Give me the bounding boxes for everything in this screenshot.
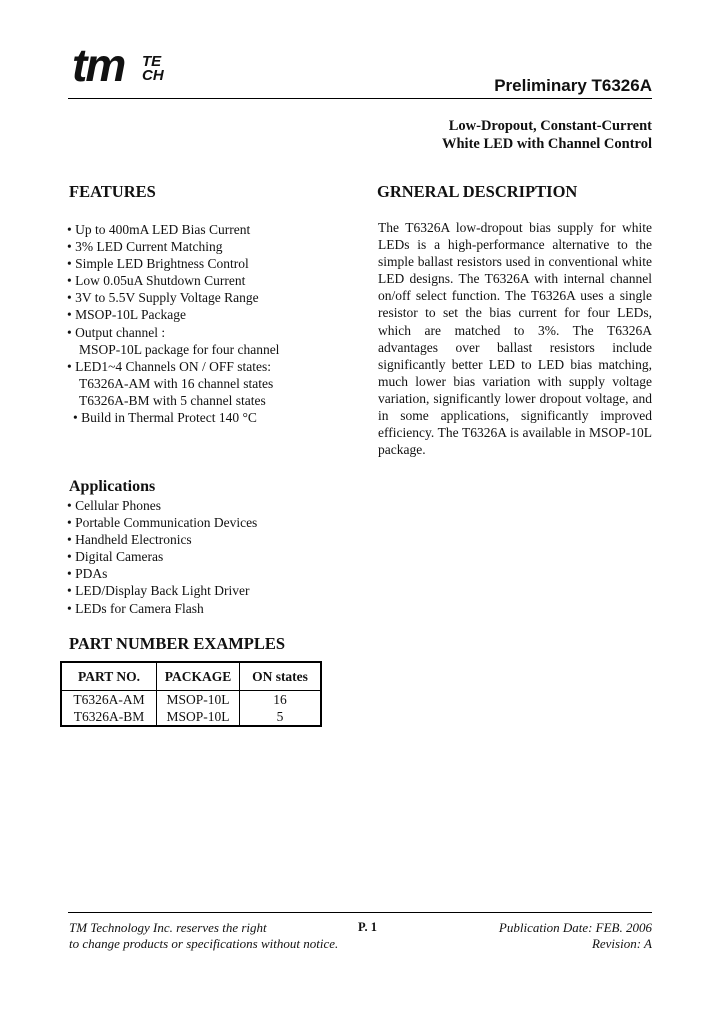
table-cell: MSOP-10L — [157, 691, 240, 709]
feature-item: • MSOP-10L Package — [67, 307, 186, 323]
feature-item: • Simple LED Brightness Control — [67, 256, 249, 272]
application-item: • Portable Communication Devices — [67, 515, 258, 531]
column-header: PACKAGE — [157, 662, 240, 691]
description-heading: GRNERAL DESCRIPTION — [377, 182, 578, 201]
feature-item: • Low 0.05uA Shutdown Current — [67, 273, 246, 289]
table-row — [61, 708, 321, 726]
header-divider — [68, 98, 652, 99]
part-number-heading: PART NUMBER EXAMPLES — [69, 634, 286, 653]
revision: Revision: A — [591, 936, 652, 951]
feature-item: • Up to 400mA LED Bias Current — [67, 222, 251, 237]
feature-item: • Output channel : — [67, 324, 166, 340]
logo-sup-text: TE — [142, 53, 162, 70]
footer-disclaimer — [69, 920, 338, 952]
document-title: Preliminary T6326A — [494, 76, 652, 95]
subtitle-line-1: Low-Dropout, Constant-Current — [448, 118, 652, 134]
footer-divider — [68, 912, 652, 913]
table-cell: 16 — [240, 691, 322, 709]
table-cell: T6326A-BM — [61, 708, 157, 726]
footer-publication — [499, 920, 652, 952]
features-list — [67, 221, 279, 426]
feature-item: • Build in Thermal Protect 140 °C — [73, 410, 257, 426]
application-item: • LEDs for Camera Flash — [67, 600, 204, 616]
applications-list — [67, 497, 257, 617]
application-item: • LED/Display Back Light Driver — [67, 583, 250, 599]
logo-sub-text: CH — [142, 67, 164, 84]
logo-main-text: tm — [72, 39, 125, 91]
disclaimer-line-1: TM Technology Inc. reserves the right — [69, 920, 267, 935]
application-item: • Digital Cameras — [67, 549, 164, 565]
description-paragraph: The T6326A low-dropout bias supply for white LEDs is a high-performance alternative to the simple ballast resistors used in conventional white LED designs. The T6326A with internal channel on/off select function. The T6326A uses a single resistor to set the bias current for four LEDs, which are matched to 3%. The T6326A advantages over ballast resistors include significantly better LED to LED bias matching, much lower bias variation with supply voltage variation, significantly lower dropout voltage, and in some applications, significantly improved efficiency. The T6326A is available in MSOP-10L package. — [378, 220, 652, 458]
page-number: P. 1 — [358, 920, 377, 934]
publication-date: Publication Date: FEB. 2006 — [498, 920, 652, 935]
features-heading: FEATURES — [69, 182, 156, 201]
column-header: PART NO. — [61, 662, 157, 691]
application-item: • Handheld Electronics — [67, 532, 192, 548]
part-number-table — [60, 661, 322, 727]
application-item: • PDAs — [67, 566, 108, 582]
table-cell: T6326A-AM — [61, 691, 157, 709]
application-item: • Cellular Phones — [67, 498, 161, 513]
subtitle-line-2: White LED with Channel Control — [441, 135, 652, 152]
feature-item: • 3% LED Current Matching — [67, 239, 223, 255]
feature-item: • LED1~4 Channels ON / OFF states: — [67, 358, 272, 374]
feature-subitem: T6326A-BM with 5 channel states — [79, 392, 266, 408]
feature-item: • 3V to 5.5V Supply Voltage Range — [67, 290, 259, 306]
company-logo — [72, 39, 192, 96]
table-cell: 5 — [240, 708, 322, 726]
document-subtitle — [442, 118, 652, 153]
table-cell: MSOP-10L — [157, 708, 240, 726]
disclaimer-line-2: to change products or specifications without notice. — [69, 936, 339, 951]
table-header-row — [61, 662, 321, 691]
table-row — [61, 691, 321, 709]
feature-subitem: T6326A-AM with 16 channel states — [79, 375, 274, 391]
feature-subitem: MSOP-10L package for four channel — [79, 341, 280, 357]
column-header: ON states — [240, 662, 322, 691]
applications-heading: Applications — [69, 478, 156, 495]
